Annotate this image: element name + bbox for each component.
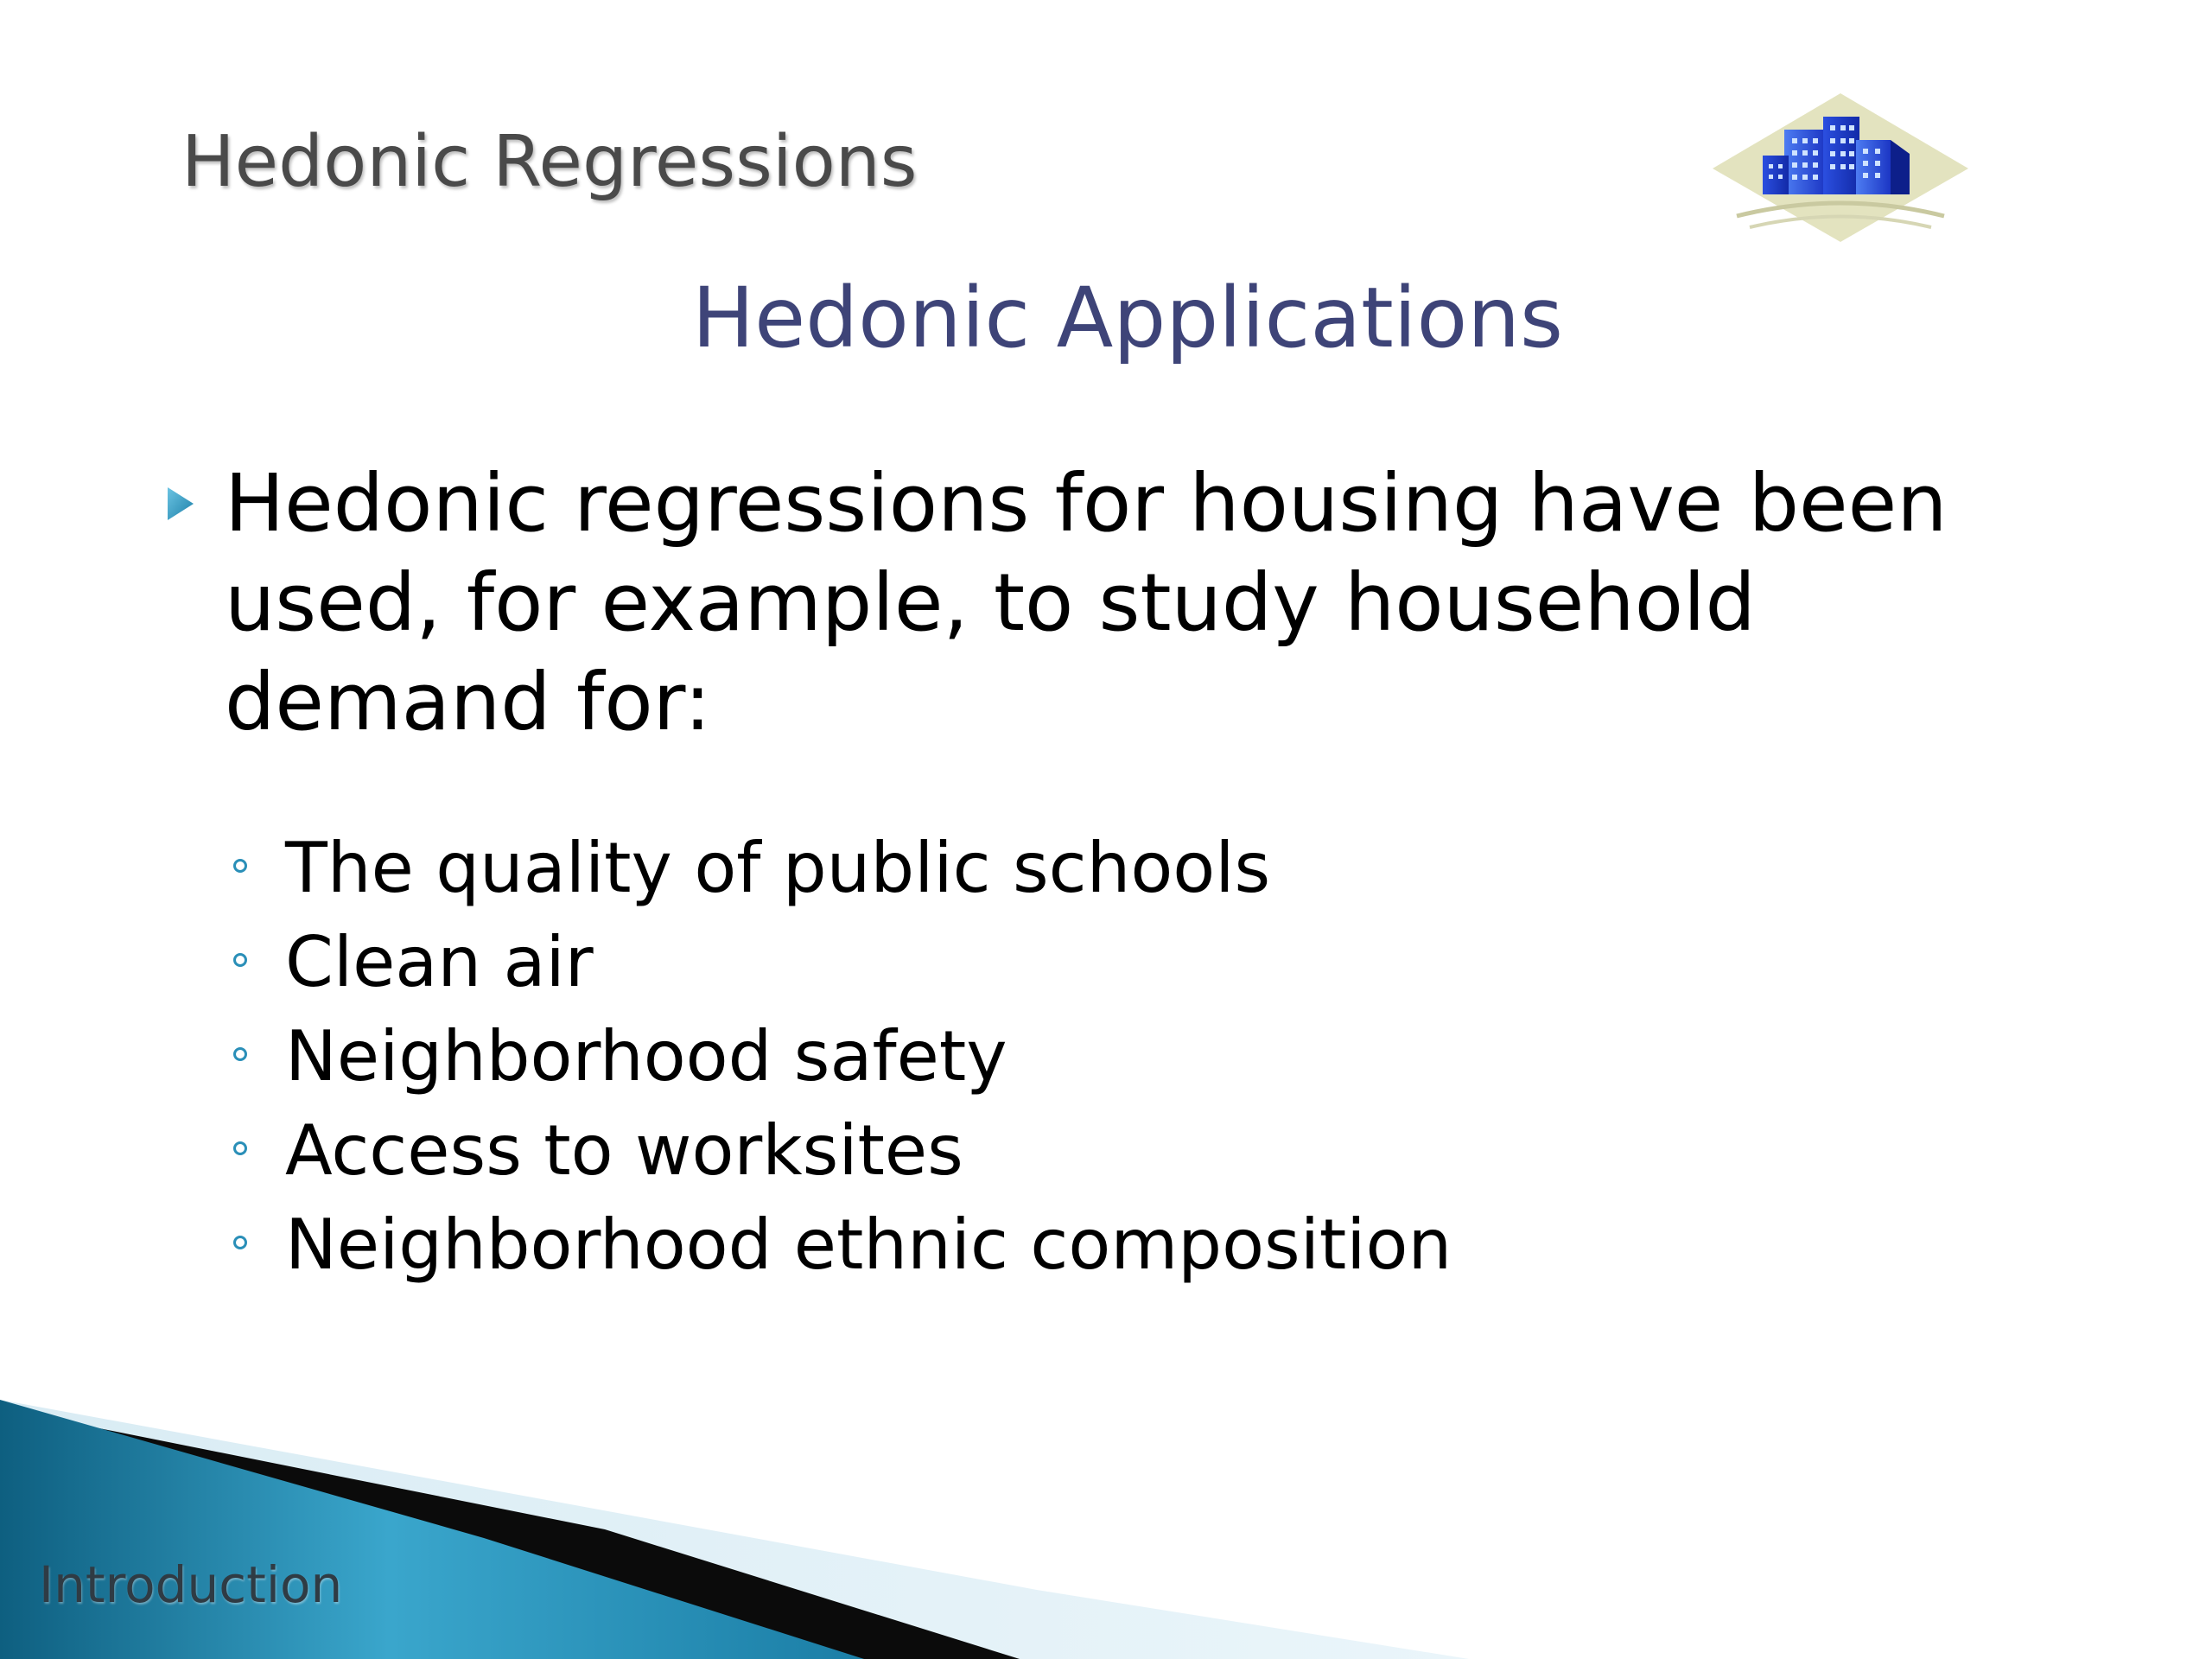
circle-bullet-icon (233, 859, 247, 873)
circle-bullet-icon (233, 953, 247, 967)
footer-label: Introduction (39, 1555, 343, 1614)
circle-bullet-icon (233, 1047, 247, 1061)
sub-bullet-label: Clean air (285, 922, 594, 1002)
circle-bullet-icon (233, 1141, 247, 1155)
sub-bullet-label: Access to worksites (285, 1110, 963, 1191)
footer-decoration (0, 1365, 2212, 1659)
triangle-bullet-icon (164, 484, 204, 524)
sub-bullet-label: Neighborhood safety (285, 1016, 1007, 1096)
section-title: Hedonic Regressions (181, 121, 918, 203)
sub-bullet-label: The quality of public schools (285, 828, 1271, 908)
buildings-icon (1702, 86, 1979, 251)
main-bullet-text: Hedonic regressions for housing have been used, for example, to study household demand for: (225, 457, 1948, 748)
circle-bullet-icon (233, 1236, 247, 1249)
slide-title: Hedonic Applications (691, 270, 1564, 366)
sub-bullet-label: Neighborhood ethnic composition (285, 1205, 1452, 1285)
